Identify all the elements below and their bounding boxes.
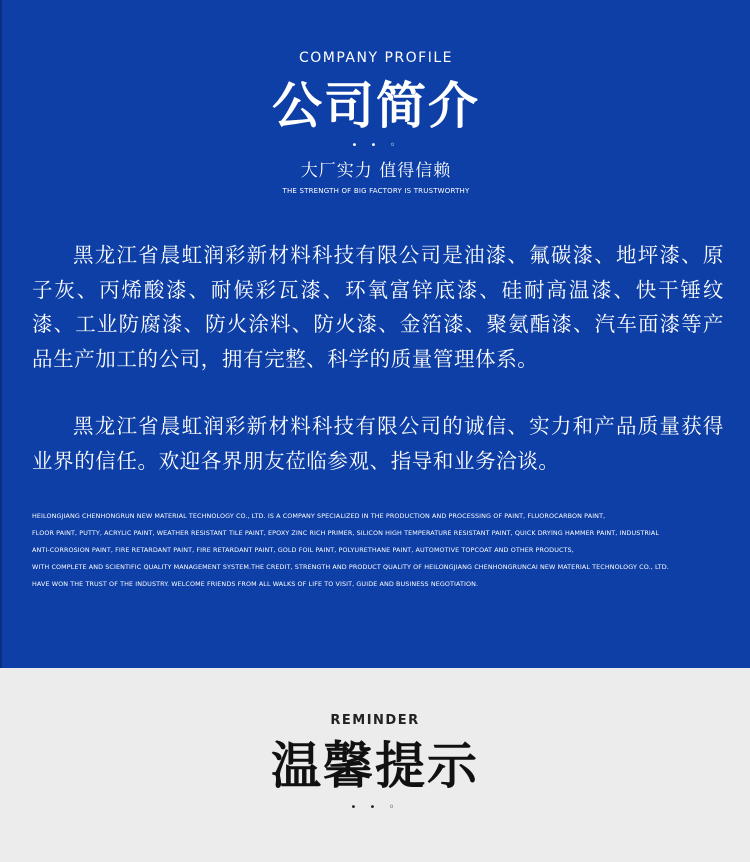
tagline-cn: 大厂实力 值得信赖 (300, 161, 452, 181)
english-line: ANTI-CORROSION PAINT, FIRE RETARDANT PAINT, FIRE RETARDANT PAINT, GOLD FOIL PAINT, POLYURETHANE PAINT, AUTOMOTIVE TOPCOAT AND OTHER PRODUCTS, (32, 546, 574, 554)
profile-paragraph-1: 黑龙江省晨虹润彩新材料科技有限公司是油漆、氟碳漆、地坪漆、原子灰、丙烯酸漆、耐候彩瓦漆、环氧富锌底漆、硅耐高温漆、快干锤纹漆、工业防腐漆、防火涂料、防火漆、金箔漆、聚氨酯漆、汽车面漆等产品生产加工的公司，拥有完整、科学的质量管理体系。 (32, 243, 724, 371)
english-line: FLOOR PAINT, PUTTY, ACRYLIC PAINT, WEATHER RESISTANT TILE PAINT, EPOXY ZINC RICH PRIMER, SILICON HIGH TEMPERATURE RESISTANT PAINT, QUICK DRYING HAMMER PAINT, INDUSTRIAL (32, 529, 660, 537)
reminder-heading-cn: 温馨提示 (271, 737, 479, 795)
english-line: WITH COMPLETE AND SCIENTIFIC QUALITY MANAGEMENT SYSTEM.THE CREDIT, STRENGTH AND PRODUCT QUALITY OF HEILONGJIANG CHENHONGRUNCAI NEW MATERIAL TECHNOLOGY CO., LTD. (32, 563, 669, 571)
profile-english-text (32, 508, 732, 593)
decorative-dots-icon: • • ◦ (351, 140, 401, 151)
tagline-en: THE STRENGTH OF BIG FACTORY IS TRUSTWORTHY (282, 187, 470, 195)
company-profile-heading-cn: 公司简介 (272, 77, 480, 135)
english-line: HEILONGJIANG CHENHONGRUN NEW MATERIAL TECHNOLOGY CO., LTD. IS A COMPANY SPECIALIZED IN THE PRODUCTION AND PROCESSING OF PAINT, FLUOROCARBON PAINT, (32, 512, 606, 520)
reminder-heading-en: REMINDER (330, 713, 420, 728)
reminder-section (0, 668, 750, 862)
english-line: HAVE WON THE TRUST OF THE INDUSTRY. WELCOME FRIENDS FROM ALL WALKS OF LIFE TO VISIT, GUIDE AND BUSINESS NEGOTIATION. (32, 580, 479, 588)
profile-paragraph-2: 黑龙江省晨虹润彩新材料科技有限公司的诚信、实力和产品质量获得业界的信任。欢迎各界朋友莅临参观、指导和业务洽谈。 (32, 414, 724, 473)
company-profile-heading-en: COMPANY PROFILE (299, 50, 453, 66)
decorative-dots-icon: • • ◦ (350, 802, 400, 813)
